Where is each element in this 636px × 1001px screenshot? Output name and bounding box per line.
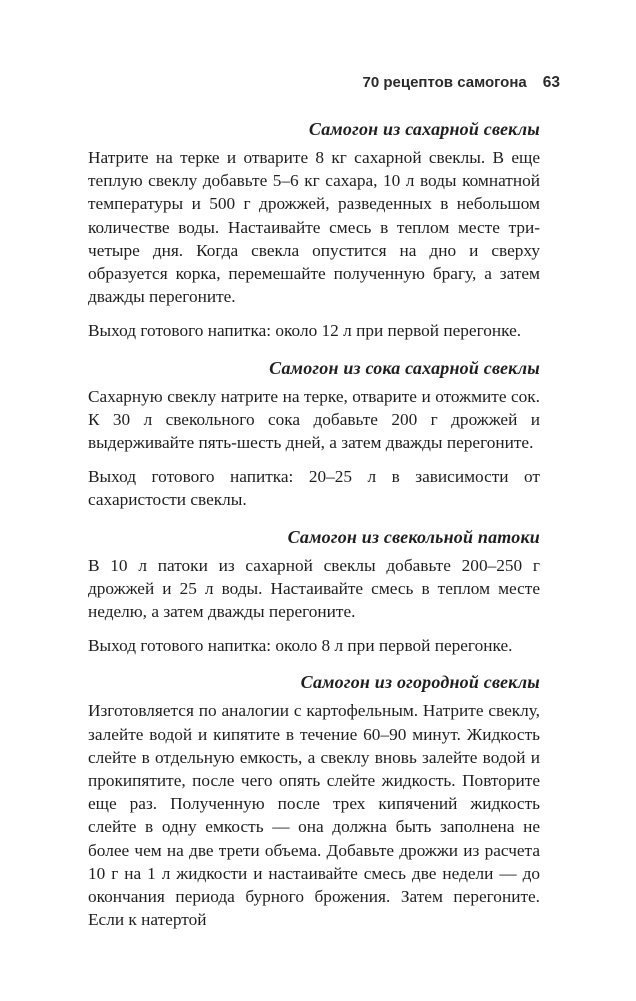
- recipe-yield: Выход готового напитка: около 8 л при первой перегонке.: [88, 636, 513, 656]
- recipe-yield: Выход готового напитка: 20–25 л в зависимости от сахаристости свеклы.: [88, 467, 540, 510]
- recipe-text: Изготовляется по аналогии с картофельным. Натрите свеклу, залейте водой и кипятите в течение 60–90 минут. Жидкость слейте в отдельную емкость, а свеклу вновь залейте водой и прокипятите, после чего опять слейте жидкость. Повторите еще раз. Полученную после трех кипячений жидкость слейте в одну емкость — она должна быть заполнена не более чем на две трети объема. Добавьте дрожжи из расчета 10 г на 1 л жидкости и настаивайте смесь две недели — до окончания периода бурного брожения. Затем перегоните. Если к натертой: [88, 701, 540, 930]
- running-header: [80, 74, 560, 92]
- recipe-text: Сахарную свеклу натрите на терке, отварите и отожмите сок. К 30 л свекольного сока добавьте 200 г дрожжей и выдерживайте пять-шесть дней, а затем дважды перегоните.: [88, 386, 540, 453]
- recipe-title: Самогон из сока сахарной свеклы: [269, 357, 540, 378]
- page-number: 63: [542, 74, 560, 91]
- recipe-title: Самогон из огородной свеклы: [300, 672, 540, 693]
- recipe-title: Самогон из свекольной патоки: [287, 526, 540, 547]
- recipe-text: В 10 л патоки из сахарной свеклы добавьте 200–250 г дрожжей и 25 л воды. Настаивайте смесь в теплом месте неделю, а затем дважды перегоните.: [88, 555, 540, 622]
- page-content: [88, 118, 540, 931]
- recipe-text: Натрите на терке и отварите 8 кг сахарной свеклы. В еще теплую свеклу добавьте 5–6 кг сахара, 10 л воды комнатной температуры и 500 г дрожжей, разведенных в небольшом количестве воды. Настаивайте смесь в теплом месте три-четыре дня. Когда свекла опустится на дно и сверху образуется корка, перемешайте полученную брагу, а затем дважды перегоните.: [88, 148, 540, 307]
- book-title: 70 рецептов самогона: [362, 74, 527, 91]
- recipe-yield: Выход готового напитка: около 12 л при первой перегонке.: [88, 321, 522, 341]
- recipe-title: Самогон из сахарной свеклы: [308, 119, 540, 139]
